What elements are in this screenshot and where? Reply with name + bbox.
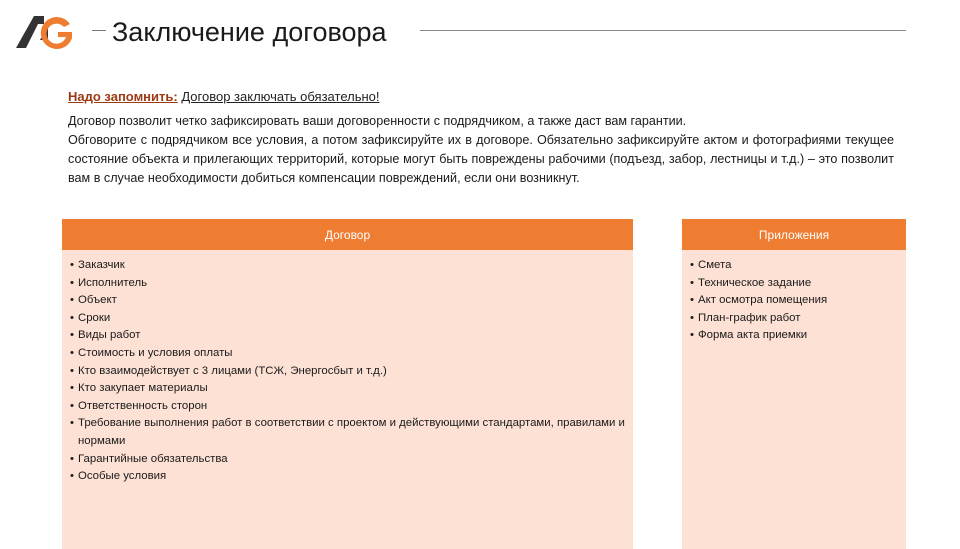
contract-items-list [62,250,633,486]
paragraph-2: Обговорите с подрядчиком все условия, а потом зафиксируйте их в договоре. Обязательно зафиксируйте актом и фотографиями текущее состояние объекта и прилегающих территорий, которые могут быть повреждены рабочими (подъезд, забор, лестницы и т.д.) – это позволит вам в случае необходимости добиться компенсации повреждений, если они возникнут. [68,133,894,185]
list-item: • Объект [70,292,625,310]
list-item: • Стоимость и условия оплаты [70,345,625,363]
remember-label: Надо запомнить: [68,89,178,104]
appendix-box-title: Приложения [682,219,906,250]
list-item: • План-график работ [690,310,898,328]
appendix-items-list [682,250,906,345]
title-dash [92,30,106,31]
list-item: • Кто закупает материалы [70,380,625,398]
list-item: • Особые условия [70,468,625,486]
list-item: • Ответственность сторон [70,398,625,416]
list-item: • Заказчик [70,257,625,275]
company-logo [14,12,78,52]
paragraph-1: Договор позволит четко зафиксировать ваши договоренности с подрядчиком, а также даст вам гарантии. [68,114,687,128]
list-item: • Гарантийные обязательства [70,451,625,469]
list-item: • Сроки [70,310,625,328]
contract-box-title: Договор [62,219,633,250]
remember-note [68,88,380,106]
remember-text: Договор заключать обязательно! [181,89,380,104]
list-item: • Требование выполнения работ в соответствии с проектом и действующими стандартами, правилами и нормами [70,415,625,450]
list-item: • Исполнитель [70,275,625,293]
contract-box [62,219,633,549]
list-item: • Кто взаимодействует с 3 лицами (ТСЖ, Энергосбыт и т.д.) [70,363,625,381]
appendix-box [682,219,906,549]
list-item: • Виды работ [70,327,625,345]
list-item: • Форма акта приемки [690,327,898,345]
body-text [68,112,894,188]
list-item: • Смета [690,257,898,275]
list-item: • Акт осмотра помещения [690,292,898,310]
page-title: Заключение договора [112,17,387,47]
list-item: • Техническое задание [690,275,898,293]
title-divider [420,30,906,31]
